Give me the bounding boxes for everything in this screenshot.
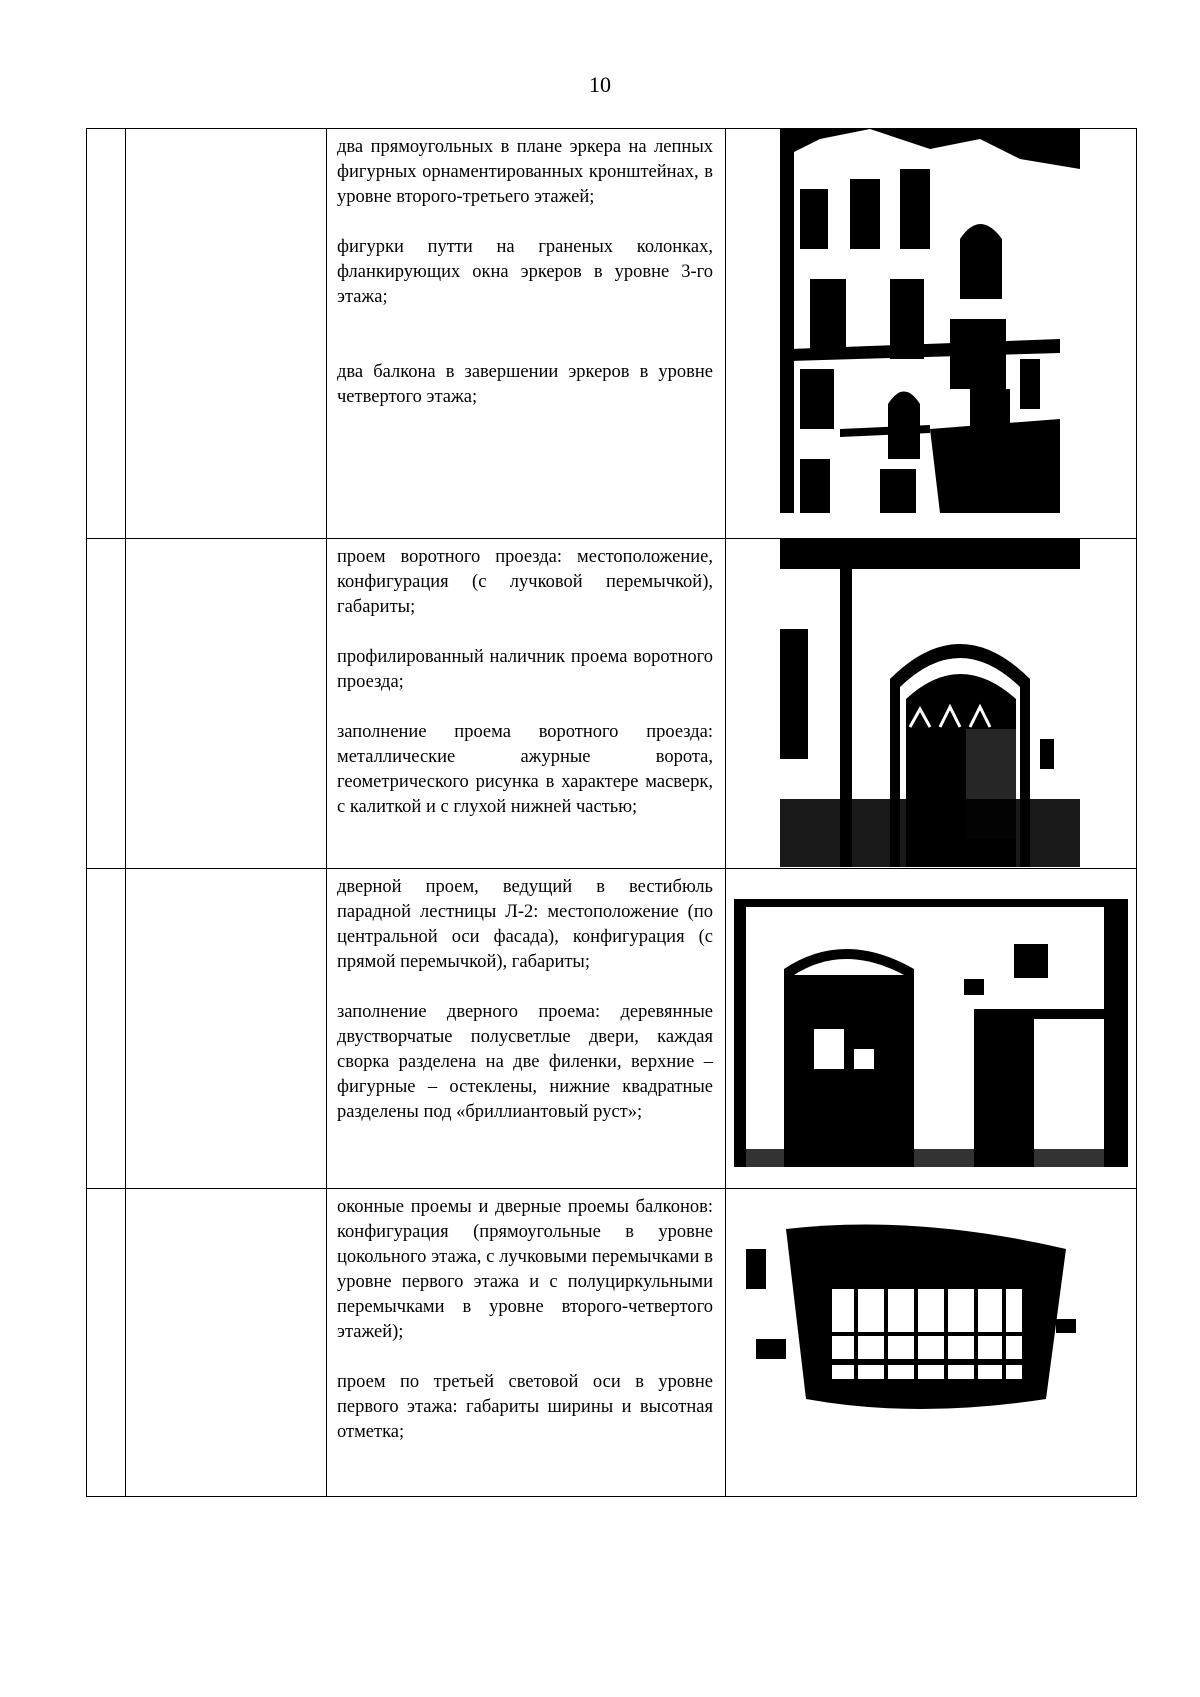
page-number: 10 [589,72,611,97]
facade-bay-windows-photo [780,129,1080,513]
description-cell [327,1189,726,1497]
description-paragraph: профилированный наличник проема воротного проезда; [337,647,713,692]
element-cell [126,539,327,869]
description-paragraph: оконные проемы и дверные проемы балконов: конфигурация (прямоугольные в уровне цокольного этажа, с лучковыми перемычками в уровне первого этажа и с полуциркульными перемычками в уровне второго-четвертого этажей); [337,1197,713,1342]
number-cell [87,129,126,539]
protection-subject-table [86,128,1137,1497]
number-cell [87,539,126,869]
number-cell [87,869,126,1189]
element-cell [126,1189,327,1497]
description-cell [327,869,726,1189]
element-cell [126,869,327,1189]
description-paragraph: проем воротного проезда: местоположение, конфигурация (с лучковой перемычкой), габариты; [337,547,713,617]
element-cell [126,129,327,539]
table-row [87,539,1137,869]
description-paragraph: проем по третьей световой оси в уровне первого этажа: габариты ширины и высотная отметка; [337,1372,713,1442]
description-paragraph: дверной проем, ведущий в вестибюль парадной лестницы Л-2: местоположение (по центральной оси фасада), конфигурация (с прямой перемычкой), габариты; [337,877,713,972]
description-paragraph: заполнение проема воротного проезда: металлические ажурные ворота, геометрического рисунка в характере масверк, с калиткой и с глухой нижней частью; [337,722,713,817]
entrance-door-photo [734,899,1128,1167]
gateway-arch-photo [780,539,1080,867]
number-cell [87,1189,126,1497]
photo-cell [726,129,1137,539]
table-row [87,129,1137,539]
window-grille-photo [746,1219,1086,1419]
description-cell [327,129,726,539]
table-row [87,1189,1137,1497]
description-cell [327,539,726,869]
description-paragraph: заполнение дверного проема: деревянные двустворчатые полусветлые двери, каждая сворка разделена на две филенки, верхние – фигурные – остеклены, нижние квадратные разделены под «бриллиантовый руст»; [337,1002,713,1122]
description-paragraph: два балкона в завершении эркеров в уровне четвертого этажа; [337,362,713,407]
photo-cell [726,539,1137,869]
photo-cell [726,869,1137,1189]
photo-cell [726,1189,1137,1497]
description-paragraph: фигурки путти на граненых колонках, фланкирующих окна эркеров в уровне 3-го этажа; [337,237,713,307]
description-paragraph: два прямоугольных в плане эркера на лепных фигурных орнаментированных кронштейнах, в уровне второго-третьего этажей; [337,137,713,207]
table-row [87,869,1137,1189]
